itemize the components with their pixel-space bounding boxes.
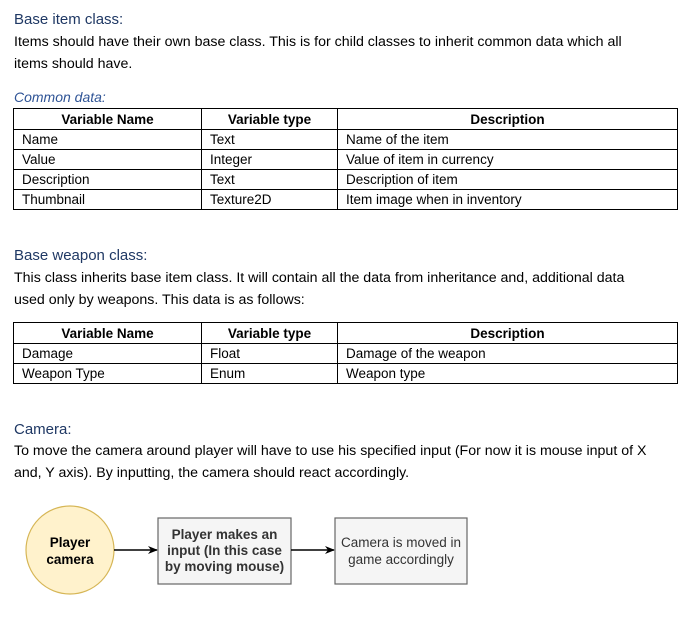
table-header-row: [14, 323, 678, 344]
paragraph-camera: [14, 440, 690, 484]
table-cell: Value of item in currency: [338, 150, 678, 170]
camera-moved-node: [335, 518, 467, 584]
paragraph-line: items should have.: [14, 56, 133, 72]
paragraph-line: Items should have their own base class. This is for child classes to inherit common data which all: [14, 34, 622, 50]
node-label: Camera is moved in: [340, 535, 462, 550]
node-label: game accordingly: [348, 552, 454, 567]
table-cell: Text: [202, 170, 338, 190]
paragraph-line: used only by weapons. This data is as follows:: [14, 292, 305, 308]
table-cell: Item image when in inventory: [338, 190, 678, 210]
paragraph-line: To move the camera around player will have to use his specified input (For now it is mouse input of X: [14, 443, 647, 459]
column-header: Description: [338, 323, 678, 344]
table-cell: Float: [202, 344, 338, 364]
subheading-common-data: Common data:: [14, 89, 106, 105]
column-header: Variable type: [202, 323, 338, 344]
node-label: Player makes an: [171, 527, 278, 542]
table-cell: Text: [202, 130, 338, 150]
table-cell: Texture2D: [202, 190, 338, 210]
paragraph-line: and, Y axis). By inputting, the camera should react accordingly.: [14, 465, 410, 481]
node-label: Player: [49, 535, 91, 550]
table-cell: Value: [14, 150, 202, 170]
table-row: [14, 190, 678, 210]
table-header-row: [14, 109, 678, 130]
table-cell: Thumbnail: [14, 190, 202, 210]
common-data-table: [13, 108, 678, 210]
node-label: input (In this case: [167, 543, 282, 558]
column-header: Variable Name: [14, 323, 202, 344]
table-row: [14, 364, 678, 384]
table-cell: Damage: [14, 344, 202, 364]
table-cell: Name of the item: [338, 130, 678, 150]
paragraph-base-item: [14, 31, 690, 75]
player-camera-node: [26, 506, 114, 594]
table-cell: Name: [14, 130, 202, 150]
node-label: camera: [46, 552, 94, 567]
camera-flow-diagram: [0, 495, 700, 615]
table-cell: Integer: [202, 150, 338, 170]
column-header: Description: [338, 109, 678, 130]
table-cell: Description: [14, 170, 202, 190]
table-cell: Description of item: [338, 170, 678, 190]
node-label: by moving mouse): [164, 559, 285, 574]
table-cell: Weapon Type: [14, 364, 202, 384]
table-row: [14, 344, 678, 364]
section-heading-camera: Camera:: [14, 421, 72, 438]
column-header: Variable type: [202, 109, 338, 130]
table-row: [14, 170, 678, 190]
table-row: [14, 130, 678, 150]
table-row: [14, 150, 678, 170]
table-cell: Damage of the weapon: [338, 344, 678, 364]
table-cell: Enum: [202, 364, 338, 384]
paragraph-line: This class inherits base item class. It will contain all the data from inheritance and, additional data: [14, 270, 625, 286]
section-heading-base-item: Base item class:: [14, 11, 124, 28]
column-header: Variable Name: [14, 109, 202, 130]
table-cell: Weapon type: [338, 364, 678, 384]
weapon-data-table: [13, 322, 678, 384]
paragraph-base-weapon: [14, 267, 690, 311]
section-heading-base-weapon: Base weapon class:: [14, 247, 148, 264]
